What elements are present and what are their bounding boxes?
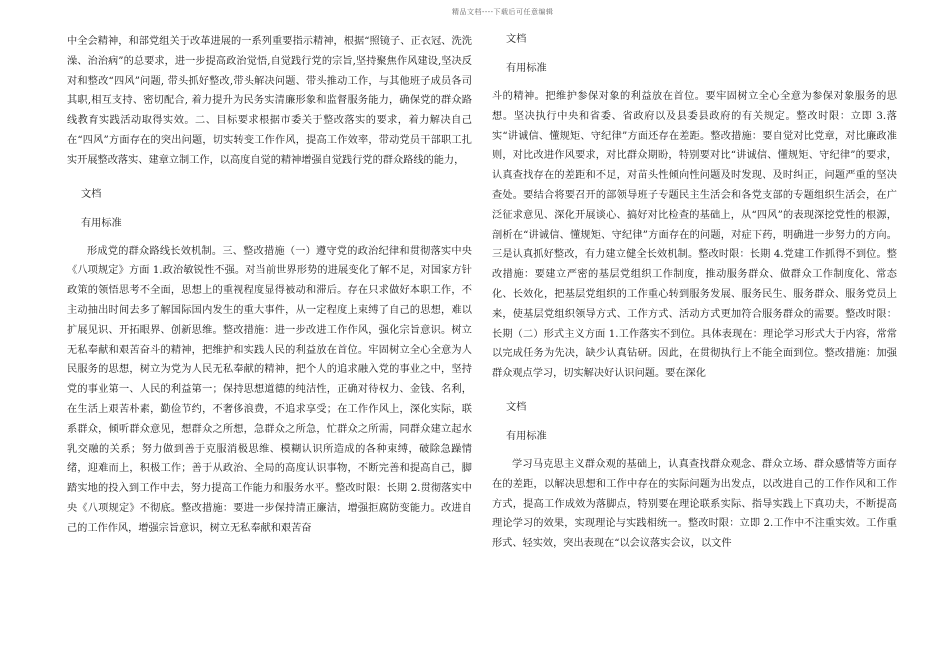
right-doc-label-1: 文档 [506, 34, 527, 45]
left-column [67, 32, 472, 539]
left-paragraph-2: 形成党的群众路线长效机制。三、整改措施（一）遵守党的政治纪律和贯彻落实中央《八项规定》方面 1.政治敏锐性不强。对当前世界形势的进展变化了解不足，对国家方针政策的领悟思考不全面，思想上的重视程度显得被动和滞后。存在只求做好本职工作，不主动抽出时间去多了解国际国内发生的重大事件，从一定程度上束缚了自己的思想，难以扩展见识、开拓眼界、创新思维。整改措施：进一步改进工作作风，强化宗旨意识。树立无私奉献和艰苦奋斗的精神，把维护和实践人民的利益放在首位。牢固树立全心全意为人民服务的思想，树立为党为人民无私奉献的精神，把个人的追求融入党的事业之中，坚持党的事业第一、人民的利益第一；保持思想道德的纯洁性，正确对待权力、金钱、名利，在生活上艰苦朴素，勤俭节约，不奢侈浪费，不追求享受；在工作作风上，深化实际，联系群众，倾听群众意见，想群众之所想，急群众之所急，忙群众之所需，同群众建立起水乳交融的关系；努力做到善于克服消极思维、模糊认识所造成的各种束缚，破除急躁情绪，迎难而上，积极工作；善于从政治、全局的高度认识事物，不断完善和提高自己，脚踏实地的投入到工作中去，努力提高工作能力和服务水平。整改时限：长期 2.贯彻落实中央《八项规定》不彻底。整改措施：要进一步保持清正廉洁，增强拒腐防变能力。改进自己的工作作风，增强宗旨意识，树立无私奉献和艰苦奋 [67, 245, 472, 534]
right-paragraph-1: 斗的精神。把维护参保对象的利益放在首位。要牢固树立全心全意为参保对象服务的思想。坚决执行中央和省委、省政府以及县委县政府的有关规定。整改时限：立即 3.落实“讲诚信、懂规矩、守纪律”方面还存在差距。整改措施：要自觉对比党章，对比廉政准则，对比改进作风要求，对比群众期盼，特别要对比“讲诚信、懂规矩、守纪律”的要求，认真查找存在的差距和不足，对苗头性倾向性问题及时发现、及时纠正，问题严重的坚决查处。要结合将要召开的部领导班子专题民主生活会和各党支部的专题组织生活会，在广泛征求意见、深化开展谈心、搞好对比检查的基础上，从“四风”的表现深挖党性的根源，剖析在“讲诚信、懂规矩、守纪律”方面存在的问题，对症下药，明确进一步努力的方向。三是认真抓好整改，有力建立健全长效机制。整改时限：长期 4.党建工作抓得不到位。整改措施：要建立严密的基层党组织工作制度，推动服务群众、做群众工作制度化、常态化、长效化，把基层党组织的工作重心转到服务发展、服务民生、服务群众、服务党员上来，使基层党组织领导方式、工作方式、活动方式更加符合服务群众的需要。整改时限：长期（二）形式主义方面 1.工作落实不到位。具体表现在：理论学习形式大于内容，常常以完成任务为先决，缺少认真钻研。因此，在贯彻执行上不能全面到位。整改措施：加强群众观点学习，切实解决好认识问题。要在深化 [492, 91, 897, 380]
left-standard-label: 有用标准 [81, 217, 122, 229]
right-standard-label-1: 有用标准 [506, 63, 547, 74]
right-doc-label-2: 文档 [506, 401, 527, 413]
left-paragraph-1: 中全会精神，和部党组关于改革进展的一系列重要指示精神，根据“照镜子、正衣冠、洗洗澡、治治病”的总要求，进一步提高政治觉悟,自觉践行党的宗旨,坚持聚焦作风建设,坚决反对和整改“四风”问题, 带头抓好整改,带头解决问题、带头推动工作，与其他班子成员各司其职,相互支持、密切配合, 着力提升为民务实清廉形象和监督服务能力，确保党的群众路线教育实践活动取得实效。二、目标要求根据市委关于整改落实的要求，着力解决自己在“四风”方面存在的突出问题，切实转变工作作风，提高工作效率，带动党员干部职工扎实开展整改落实、建章立制工作，以高度自觉的精神增强自觉践行党的群众路线的能力， [67, 36, 472, 166]
right-standard-label-2: 有用标准 [506, 430, 547, 442]
page-header-watermark: 精品文档----下载后可任意编辑 [452, 8, 554, 16]
left-doc-label: 文档 [81, 188, 102, 200]
right-column [492, 32, 897, 554]
right-paragraph-2: 学习马克思主义群众观的基础上，认真查找群众观念、群众立场、群众感情等方面存在的差距，以解决思想和工作中存在的实际问题为出发点，以改进自己的工作作风和工作方式，提高工作成效为落脚点，特别要在理论联系实际、指导实践上下真功夫，不断提高理论学习的效果，实现理论与实践相统一。整改时限：立即 2.工作中不注重实效。工作重形式、轻实效，突出表现在“以会议落实会议，以文件 [492, 458, 897, 550]
